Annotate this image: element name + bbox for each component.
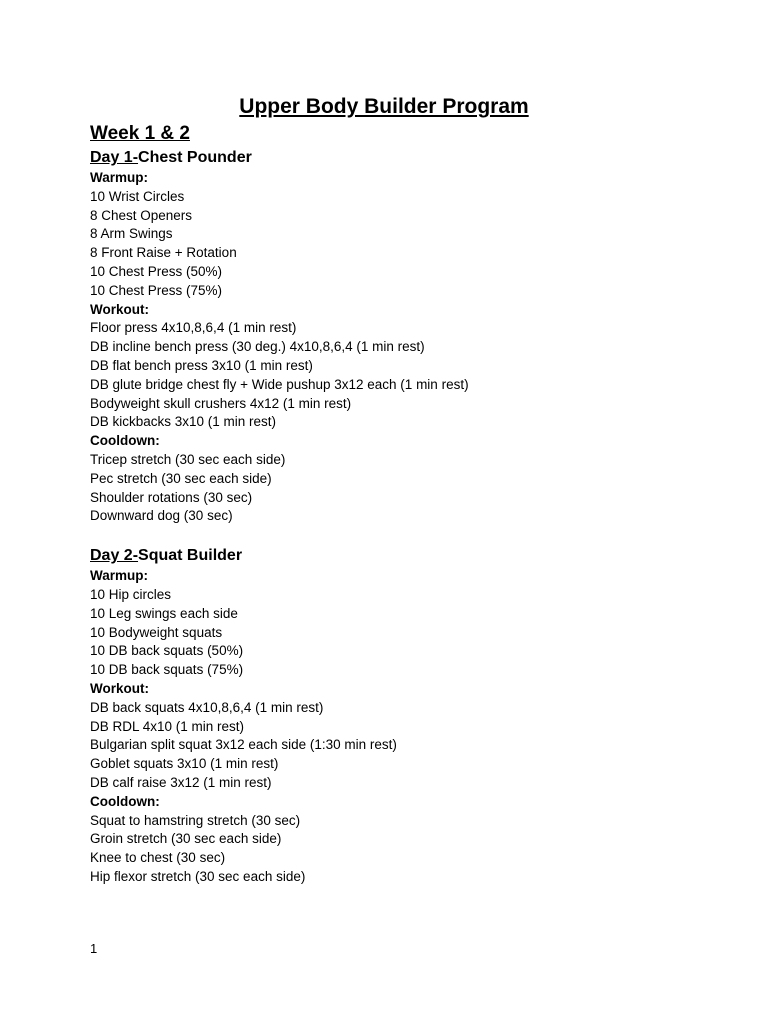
- day-2-name: Squat Builder: [138, 547, 243, 565]
- day-1-cooldown-item: Shoulder rotations (30 sec): [90, 489, 253, 505]
- day-1-warmup-item: 8 Arm Swings: [90, 226, 173, 242]
- day-1-warmup-item: 10 Chest Press (75%): [90, 282, 223, 298]
- day-1-workout-item: Bodyweight skull crushers 4x12 (1 min rest): [90, 395, 352, 411]
- day-2-warmup-item: 10 DB back squats (50%): [90, 643, 244, 659]
- document-title: Upper Body Builder Program: [239, 95, 529, 118]
- day-2-warmup-item: 10 Bodyweight squats: [90, 624, 223, 640]
- day-2-warmup-item: 10 Leg swings each side: [90, 605, 238, 621]
- day-2-workout-item: Goblet squats 3x10 (1 min rest): [90, 756, 279, 772]
- day-2-warmup-item: 10 DB back squats (75%): [90, 662, 244, 678]
- day-2-section: [90, 545, 730, 887]
- day-2-workout-item: Bulgarian split squat 3x12 each side (1:30 min rest): [90, 737, 397, 753]
- day-2-workout-item: DB back squats 4x10,8,6,4 (1 min rest): [90, 699, 324, 715]
- day-1-warmup-item: 8 Chest Openers: [90, 207, 193, 223]
- day-1-name: Chest Pounder: [138, 149, 252, 166]
- day-2-warmup-item: 10 Hip circles: [90, 586, 172, 602]
- day-1-workout-label: Workout:: [90, 301, 149, 317]
- day-1-warmup-item: 8 Front Raise + Rotation: [90, 245, 237, 261]
- day-2-cooldown-item: Knee to chest (30 sec): [90, 850, 226, 866]
- day-1-warmup-item: 10 Chest Press (50%): [90, 263, 223, 279]
- day-1-cooldown-item: Downward dog (30 sec): [90, 508, 233, 524]
- day-2-heading: [90, 545, 730, 567]
- day-2-workout-label: Workout:: [90, 680, 149, 696]
- day-1-workout-item: Floor press 4x10,8,6,4 (1 min rest): [90, 320, 297, 336]
- day-2-cooldown-item: Hip flexor stretch (30 sec each side): [90, 868, 306, 884]
- day-1-section: [90, 147, 730, 526]
- day-1-cooldown-item: Tricep stretch (30 sec each side): [90, 451, 286, 467]
- day-2-warmup-label: Warmup:: [90, 568, 148, 584]
- day-1-warmup-label: Warmup:: [90, 170, 148, 185]
- day-1-heading: [90, 147, 730, 169]
- day-2-cooldown-item: Groin stretch (30 sec each side): [90, 831, 282, 847]
- day-1-warmup-item: 10 Wrist Circles: [90, 188, 185, 204]
- day-2-workout-item: DB RDL 4x10 (1 min rest): [90, 718, 245, 734]
- day-1-workout-item: DB incline bench press (30 deg.) 4x10,8,6,4 (1 min rest): [90, 339, 425, 355]
- day-2-label: Day 2-: [90, 547, 139, 565]
- day-1-label: Day 1-: [90, 149, 139, 166]
- day-2-cooldown-item: Squat to hamstring stretch (30 sec): [90, 812, 301, 828]
- day-2-cooldown-label: Cooldown:: [90, 793, 160, 809]
- week-heading: Week 1 & 2: [90, 123, 190, 144]
- day-1-workout-item: DB glute bridge chest fly + Wide pushup 3x12 each (1 min rest): [90, 376, 469, 392]
- document-body: [90, 121, 730, 887]
- day-2-workout-item: DB calf raise 3x12 (1 min rest): [90, 774, 272, 790]
- section-spacer: [90, 526, 730, 545]
- day-1-workout-item: DB flat bench press 3x10 (1 min rest): [90, 357, 313, 373]
- day-1-cooldown-item: Pec stretch (30 sec each side): [90, 470, 272, 486]
- day-1-cooldown-label: Cooldown:: [90, 433, 160, 449]
- day-1-workout-item: DB kickbacks 3x10 (1 min rest): [90, 414, 277, 430]
- page-number: 1: [90, 941, 98, 956]
